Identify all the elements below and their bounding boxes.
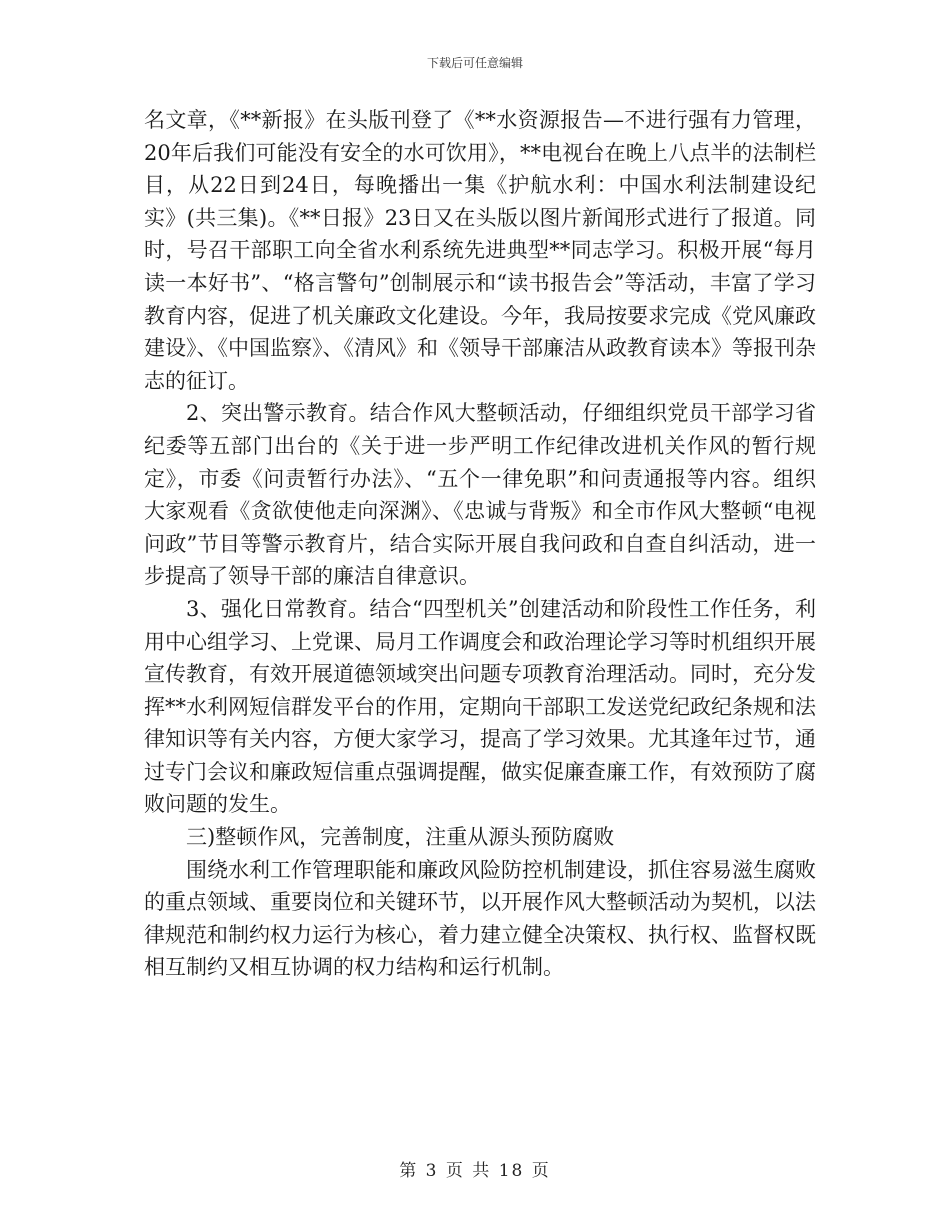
paragraph-1: 名文章，《**新报》在头版刊登了《**水资源报告—不进行强有力管理，20年后我们可能没有安全的水可饮用》，**电视台在晚上八点半的法制栏目，从22日到24日，每晚播出一集《护航水利：中国水利法制建设纪实》(共三集)。《**日报》23日又在头版以图片新闻形式进行了报道。同时，号召干部职工向全省水利系统先进典型**同志学习。积极开展“每月读一本好书”、“格言警句”创制展示和“读书报告会”等活动，丰富了学习教育内容，促进了机关廉政文化建设。今年，我局按要求完成《党风廉政建设》、《中国监察》、《清风》和《领导干部廉洁从政教育读本》等报刊杂志的征订。 [144, 108, 816, 393]
paragraph-4: 围绕水利工作管理职能和廉政风险防控机制建设，抓住容易滋生腐败的重点领域、重要岗位和关键环节，以开展作风大整顿活动为契机，以法律规范和制约权力运行为核心，着力建立健全决策权、执行权、监督权既相互制约又相互协调的权力结构和运行机制。 [144, 857, 816, 980]
document-body [144, 104, 816, 984]
paragraph-2: 2、突出警示教育。结合作风大整顿活动，仔细组织党员干部学习省纪委等五部门出台的《关于进一步严明工作纪律改进机关作风的暂行规定》，市委《问责暂行办法》、“五个一律免职”和问责通报等内容。组织大家观看《贪欲使他走向深渊》、《忠诚与背叛》和全市作风大整顿“电视问政”节目等警示教育片，结合实际开展自我问政和自查自纠活动，进一步提高了领导干部的廉洁自律意识。 [144, 401, 816, 589]
section-heading: 三)整顿作风，完善制度，注重从源头预防腐败 [186, 825, 615, 850]
page-number-footer: 第 3 页 共 18 页 [399, 1161, 551, 1181]
page-header: 下载后可任意编辑 [426, 56, 523, 70]
paragraph-3: 3、强化日常教育。结合“四型机关”创建活动和阶段性工作任务，利用中心组学习、上党课、局月工作调度会和政治理论学习等时机组织开展宣传教育，有效开展道德领域突出问题专项教育治理活动。同时，充分发挥**水利网短信群发平台的作用，定期向干部职工发送党纪政纪条规和法律知识等有关内容，方便大家学习，提高了学习效果。尤其逢年过节，通过专门会议和廉政短信重点强调提醒，做实促廉查廉工作，有效预防了腐败问题的发生。 [144, 596, 816, 817]
